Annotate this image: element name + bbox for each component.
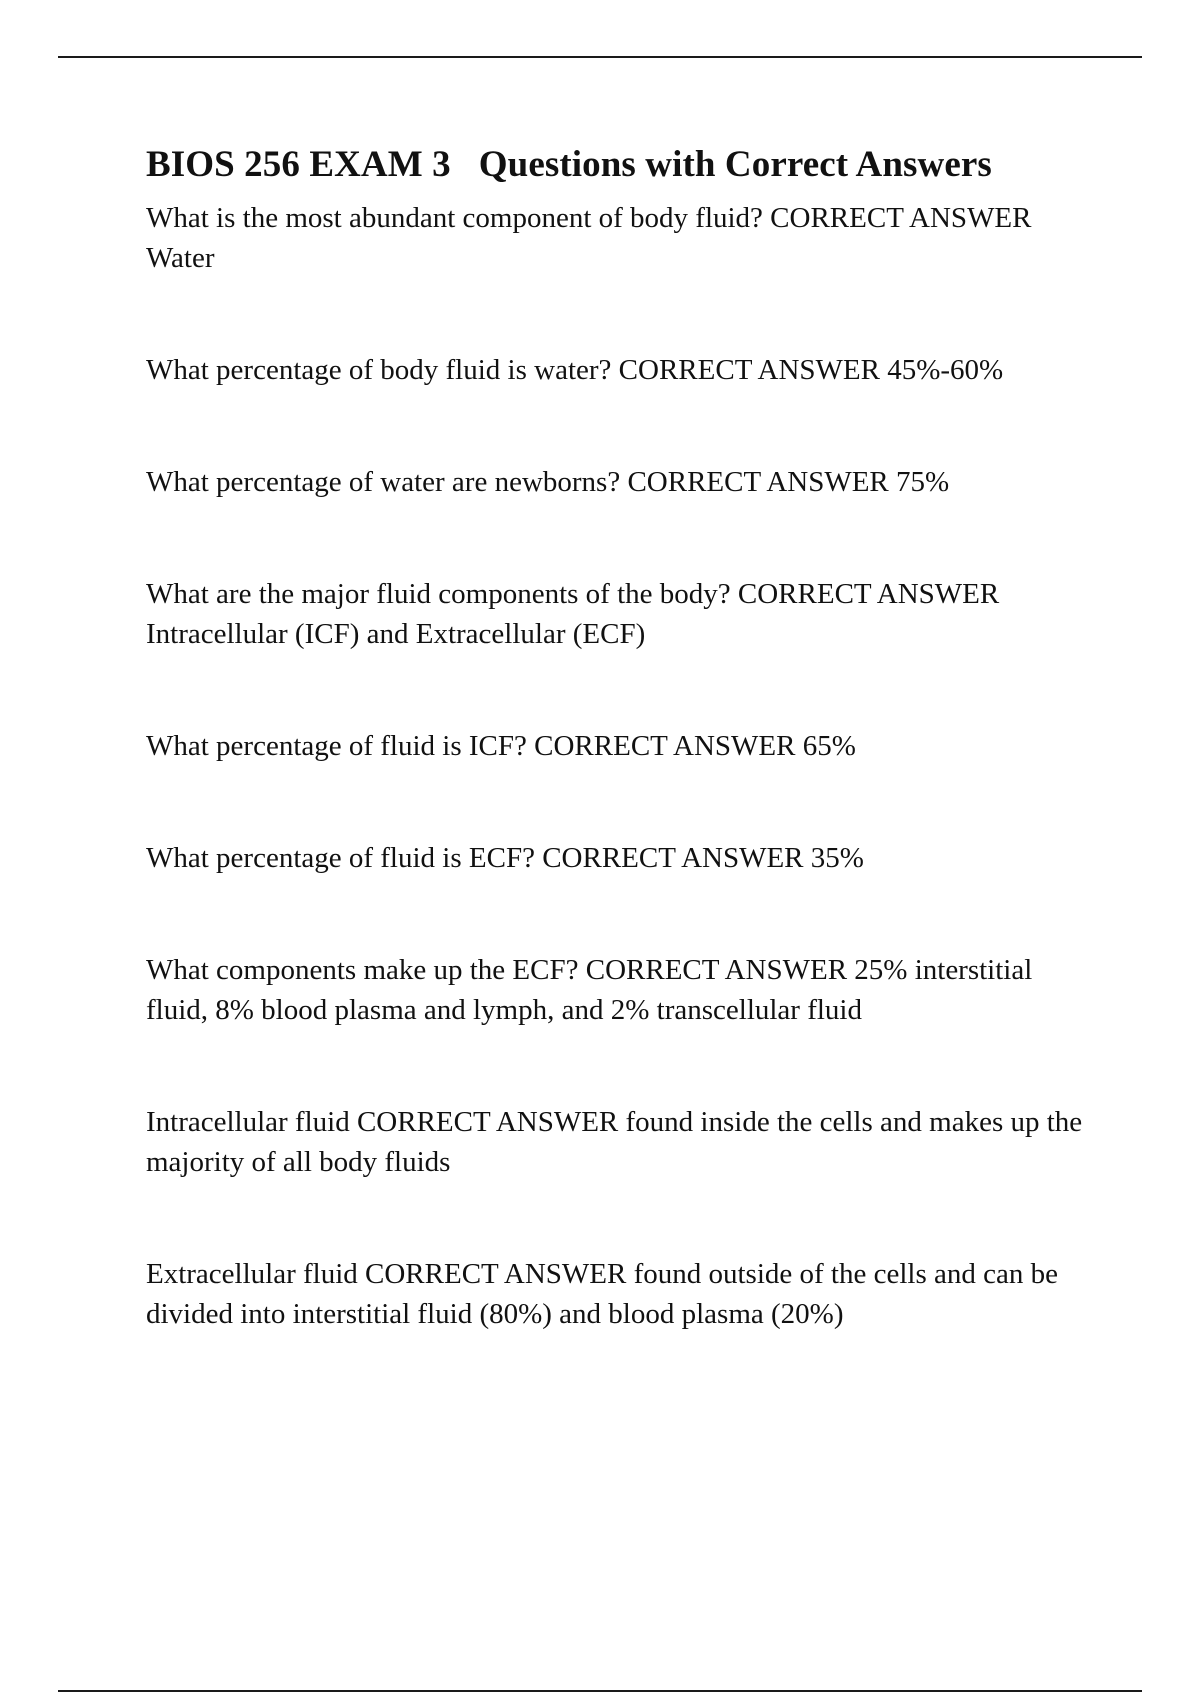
question-item: What percentage of water are newborns? CORRECT ANSWER 75%	[146, 466, 950, 498]
question-item: What components make up the ECF? CORRECT ANSWER 25% interstitial fluid, 8% blood plasma and lymph, and 2% transcellular fluid	[146, 954, 1033, 1026]
footer-rule	[58, 1690, 1142, 1692]
page-title: BIOS 256 EXAM 3 Questions with Correct Answers	[146, 144, 992, 185]
question-item: What percentage of fluid is ICF? CORRECT ANSWER 65%	[146, 730, 856, 762]
question-item: What percentage of body fluid is water? CORRECT ANSWER 45%-60%	[146, 354, 1004, 386]
question-item: Intracellular fluid CORRECT ANSWER found inside the cells and makes up the majority of all body fluids	[146, 1106, 1083, 1178]
question-item: What percentage of fluid is ECF? CORRECT ANSWER 35%	[146, 842, 864, 874]
header-rule	[58, 56, 1142, 58]
question-list	[146, 198, 1086, 1334]
question-item: What is the most abundant component of body fluid? CORRECT ANSWER Water	[146, 202, 1032, 274]
question-item: Extracellular fluid CORRECT ANSWER found outside of the cells and can be divided into interstitial fluid (80%) and blood plasma (20%)	[146, 1258, 1058, 1330]
question-item: What are the major fluid components of the body? CORRECT ANSWER Intracellular (ICF) and Extracellular (ECF)	[146, 578, 1000, 650]
document-body	[146, 142, 1086, 1334]
